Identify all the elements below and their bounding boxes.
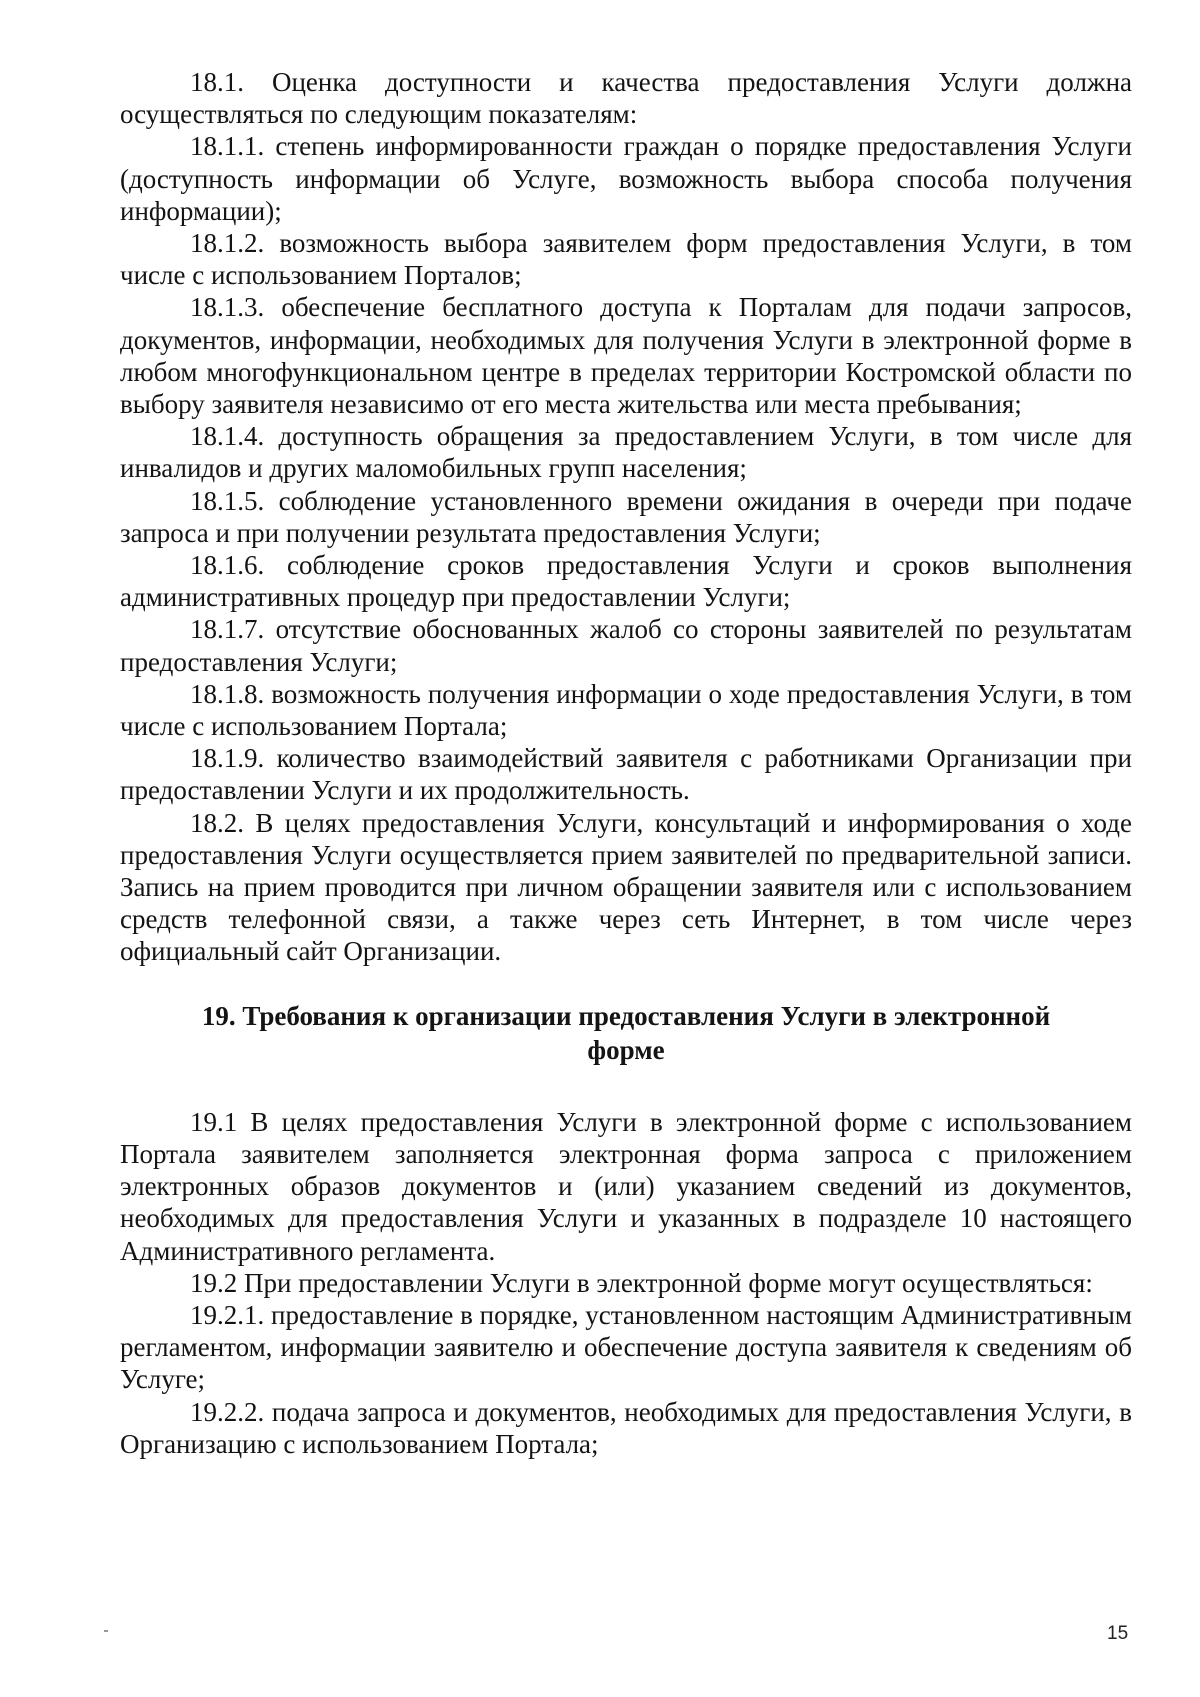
section-19-heading: 19. Требования к организации предоставления Услуги в электронной форме <box>201 1000 1051 1065</box>
paragraph-18-1-7: 18.1.7. отсутствие обоснованных жалоб со стороны заявителей по результатам предоставления Услуги; <box>120 614 1132 677</box>
paragraph-19-1: 19.1 В целях предоставления Услуги в электронной форме с использованием Портала заявителем заполняется электронная форма запроса с приложением электронных образов документов и (или) указанием сведений из документов, необходимых для предоставления Услуги и указанных в подразделе 10 настоящего Административного регламента. <box>120 1106 1132 1266</box>
paragraph-18-1-9: 18.1.9. количество взаимодействий заявителя с работниками Организации при предоставлении Услуги и их продолжительность. <box>120 743 1132 806</box>
paragraph-18-1-2: 18.1.2. возможность выбора заявителем форм предоставления Услуги, в том числе с использованием Порталов; <box>120 228 1132 291</box>
paragraph-19-2-2: 19.2.2. подача запроса и документов, необходимых для предоставления Услуги, в Организацию с использованием Портала; <box>120 1396 1132 1459</box>
paragraph-19-2-1: 19.2.1. предоставление в порядке, установленном настоящим Административным регламентом, информации заявителю и обеспечение доступа заявителя к сведениям об Услуге; <box>120 1299 1132 1395</box>
paragraph-19-2: 19.2 При предоставлении Услуги в электронной форме могут осуществляться: <box>190 1267 1093 1298</box>
paragraph-18-1-1: 18.1.1. степень информированности граждан о порядке предоставления Услуги (доступность информации об Услуге, возможность выбора способа получения информации); <box>120 131 1132 226</box>
paragraph-18-1-8: 18.1.8. возможность получения информации о ходе предоставления Услуги, в том числе с использованием Портала; <box>120 678 1132 742</box>
paragraph-18-1-3: 18.1.3. обеспечение бесплатного доступа к Порталам для подачи запросов, документов, информации, необходимых для получения Услуги в электронной форме в любом многофункциональном центре в пределах территории Костромской области по выбору заявителя независимо от его места жительства или места пребывания; <box>120 292 1132 420</box>
paragraph-18-1: 18.1. Оценка доступности и качества предоставления Услуги должна осуществляться по следующим показателям: <box>120 67 1132 130</box>
page-number: 15 <box>1107 1623 1129 1644</box>
document-page <box>120 66 1132 1460</box>
paragraph-18-1-5: 18.1.5. соблюдение установленного времени ожидания в очереди при подаче запроса и при получении результата предоставления Услуги; <box>120 485 1132 548</box>
paragraph-18-1-6: 18.1.6. соблюдение сроков предоставления Услуги и сроков выполнения административных процедур при предоставлении Услуги; <box>120 550 1132 613</box>
scan-artifact <box>104 1630 108 1632</box>
paragraph-18-2: 18.2. В целях предоставления Услуги, консультаций и информирования о ходе предоставления Услуги осуществляется прием заявителей по предварительной записи. Запись на прием проводится при личном обращении заявителя или с использованием средств телефонной связи, а также через сеть Интернет, в том числе через официальный сайт Организации. <box>120 807 1132 967</box>
paragraph-18-1-4: 18.1.4. доступность обращения за предоставлением Услуги, в том числе для инвалидов и других маломобильных групп населения; <box>120 421 1132 484</box>
